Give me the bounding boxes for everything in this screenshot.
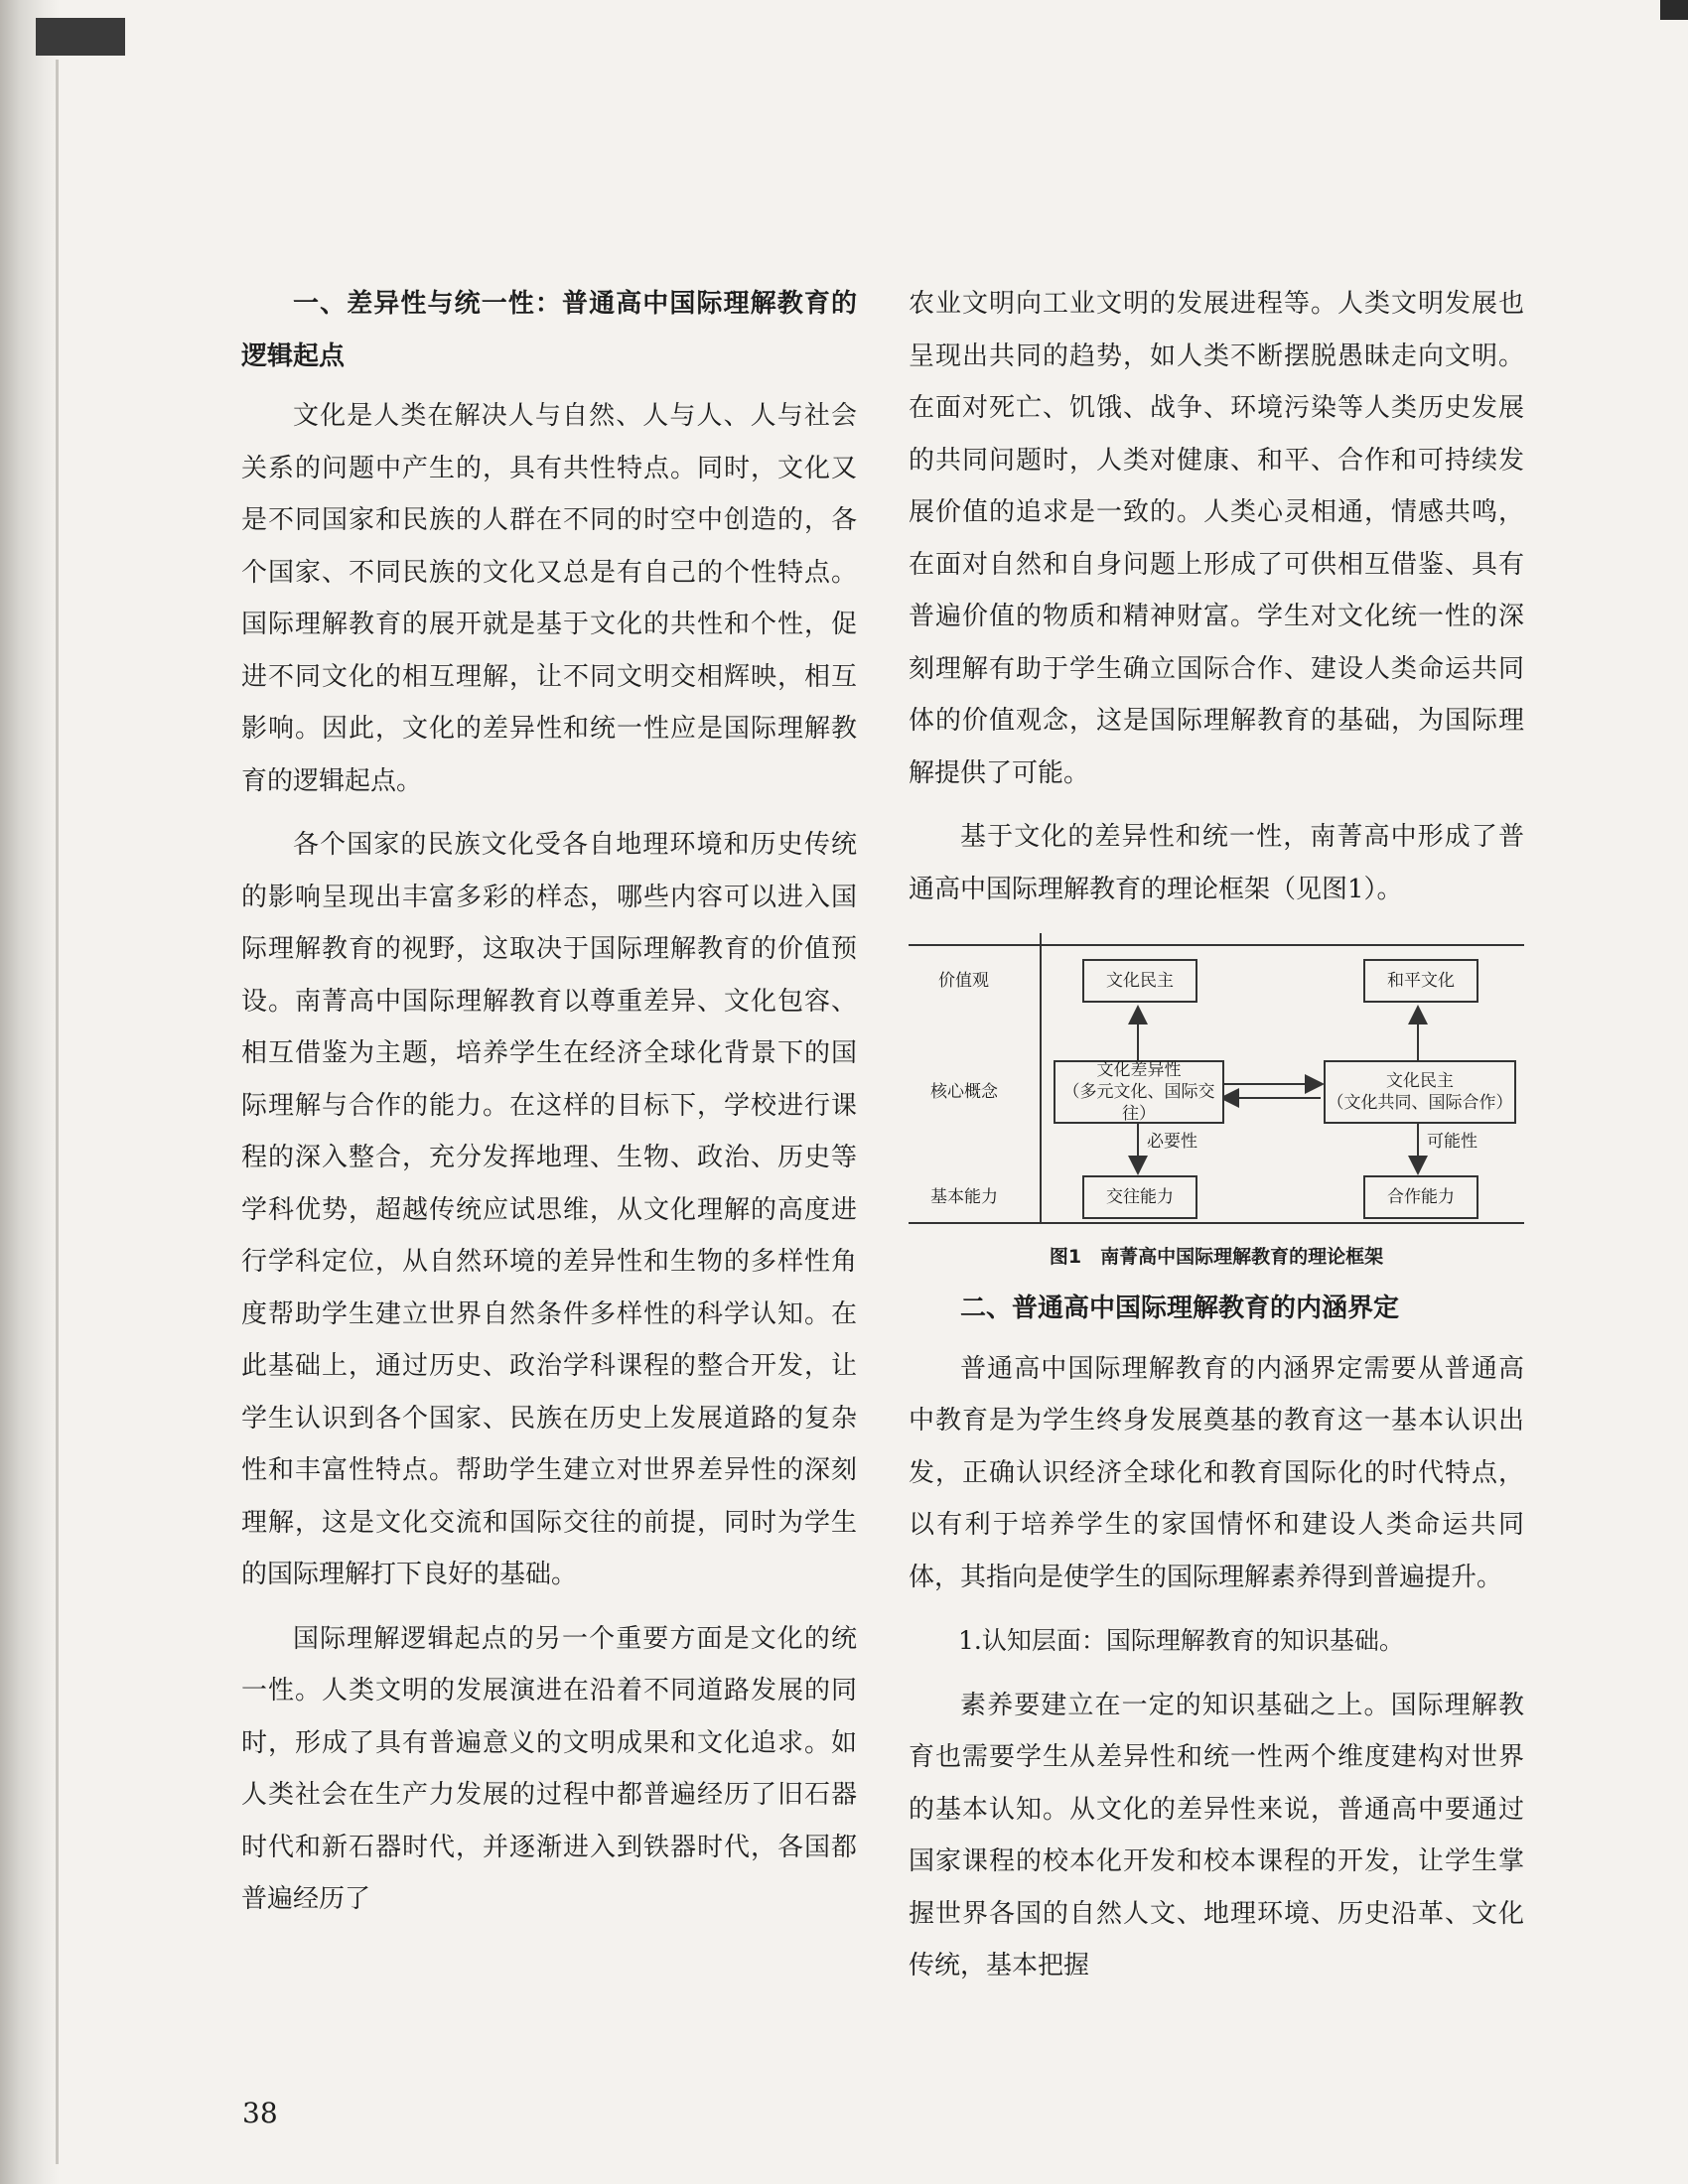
paragraph: 国际理解逻辑起点的另一个重要方面是文化的统一性。人类文明的发展演进在沿着不同道路发展的同时，形成了具有普遍意义的文明成果和文化追求。如人类社会在生产力发展的过程中都普遍经历了旧石器时代和新石器时代，并逐渐进入到铁器时代，各国都普遍经历了 bbox=[241, 1623, 857, 1914]
figure-caption: 图1 南菁高中国际理解教育的理论框架 bbox=[1049, 1246, 1384, 1268]
box-cultural-democracy-mid: 文化民主 （文化共同、国际合作） bbox=[1324, 1060, 1516, 1124]
right-column bbox=[909, 278, 1524, 2004]
corner-scan-mark bbox=[1660, 0, 1688, 20]
box-peace-culture: 和平文化 bbox=[1363, 959, 1478, 1003]
left-column bbox=[241, 278, 857, 1938]
box-cultural-difference: 文化差异性 （多元文化、国际交往） bbox=[1054, 1060, 1224, 1124]
binding-edge-line bbox=[56, 60, 59, 2164]
paragraph: 素养要建立在一定的知识基础之上。国际理解教育也需要学生从差异性和统一性两个维度建构对世界的基本认知。从文化的差异性来说，普通高中要通过国家课程的校本化开发和校本课程的开发，让学生掌握世界各国的自然人文、地理环境、历史沿革、文化传统，基本把握 bbox=[909, 1690, 1524, 1980]
binding-dark-strip bbox=[36, 18, 125, 56]
row-label-basic-abilities: 基本能力 bbox=[930, 1187, 998, 1207]
box-cultural-democracy-top: 文化民主 bbox=[1082, 959, 1197, 1003]
page-number: 38 bbox=[242, 2097, 278, 2129]
subsection-heading: 1.认知层面：国际理解教育的知识基础。 bbox=[958, 1626, 1404, 1655]
paragraph: 普通高中国际理解教育的内涵界定需要从普通高中教育是为学生终身发展奠基的教育这一基本认识出发，正确认识经济全球化和教育国际化的时代特点，以有利于培养学生的家国情怀和建设人类命运共同体，其指向是使学生的国际理解素养得到普遍提升。 bbox=[909, 1353, 1524, 1592]
paragraph: 基于文化的差异性和统一性，南菁高中形成了普通高中国际理解教育的理论框架（见图1）。 bbox=[909, 822, 1524, 904]
label-necessity: 必要性 bbox=[1147, 1132, 1197, 1152]
box-communication-ability: 交往能力 bbox=[1082, 1175, 1197, 1219]
row-label-core-concepts: 核心概念 bbox=[930, 1082, 998, 1102]
label-possibility: 可能性 bbox=[1427, 1132, 1477, 1152]
section-heading-1: 一、差异性与统一性：普通高中国际理解教育的逻辑起点 bbox=[241, 289, 857, 371]
section-heading-2: 二、普通高中国际理解教育的内涵界定 bbox=[960, 1294, 1400, 1323]
figure-1-framework-diagram bbox=[909, 933, 1524, 1271]
paragraph: 文化是人类在解决人与自然、人与人、人与社会关系的问题中产生的，具有共性特点。同时，文化又是不同国家和民族的人群在不同的时空中创造的，各个国家、不同民族的文化又总是有自己的个性特点。国际理解教育的展开就是基于文化的共性和个性，促进不同文化的相互理解，让不同文明交相辉映，相互影响。因此，文化的差异性和统一性应是国际理解教育的逻辑起点。 bbox=[241, 401, 857, 796]
paragraph-continued: 农业文明向工业文明的发展进程等。人类文明发展也呈现出共同的趋势，如人类不断摆脱愚昧走向文明。在面对死亡、饥饿、战争、环境污染等人类历史发展的共同问题时，人类对健康、和平、合作和可持续发展价值的追求是一致的。人类心灵相通，情感共鸣，在面对自然和自身问题上形成了可供相互借鉴、具有普遍价值的物质和精神财富。学生对文化统一性的深刻理解有助于学生确立国际合作、建设人类命运共同体的价值观念，这是国际理解教育的基础，为国际理解提供了可能。 bbox=[909, 289, 1524, 788]
paragraph: 各个国家的民族文化受各自地理环境和历史传统的影响呈现出丰富多彩的样态，哪些内容可以进入国际理解教育的视野，这取决于国际理解教育的价值预设。南菁高中国际理解教育以尊重差异、文化包容、相互借鉴为主题，培养学生在经济全球化背景下的国际理解与合作的能力。在这样的目标下，学校进行课程的深入整合，充分发挥地理、生物、政治、历史等学科优势，超越传统应试思维，从文化理解的高度进行学科定位，从自然环境的差异性和生物的多样性角度帮助学生建立世界自然条件多样性的科学认知。在此基础上，通过历史、政治学科课程的整合开发，让学生认识到各个国家、民族在历史上发展道路的复杂性和丰富性特点。帮助学生建立对世界差异性的深刻理解，这是文化交流和国际交往的前提，同时为学生的国际理解打下良好的基础。 bbox=[241, 830, 857, 1589]
page-binding-shadow bbox=[0, 0, 60, 2184]
box-cooperation-ability: 合作能力 bbox=[1363, 1175, 1478, 1219]
row-label-values: 价值观 bbox=[938, 971, 989, 991]
